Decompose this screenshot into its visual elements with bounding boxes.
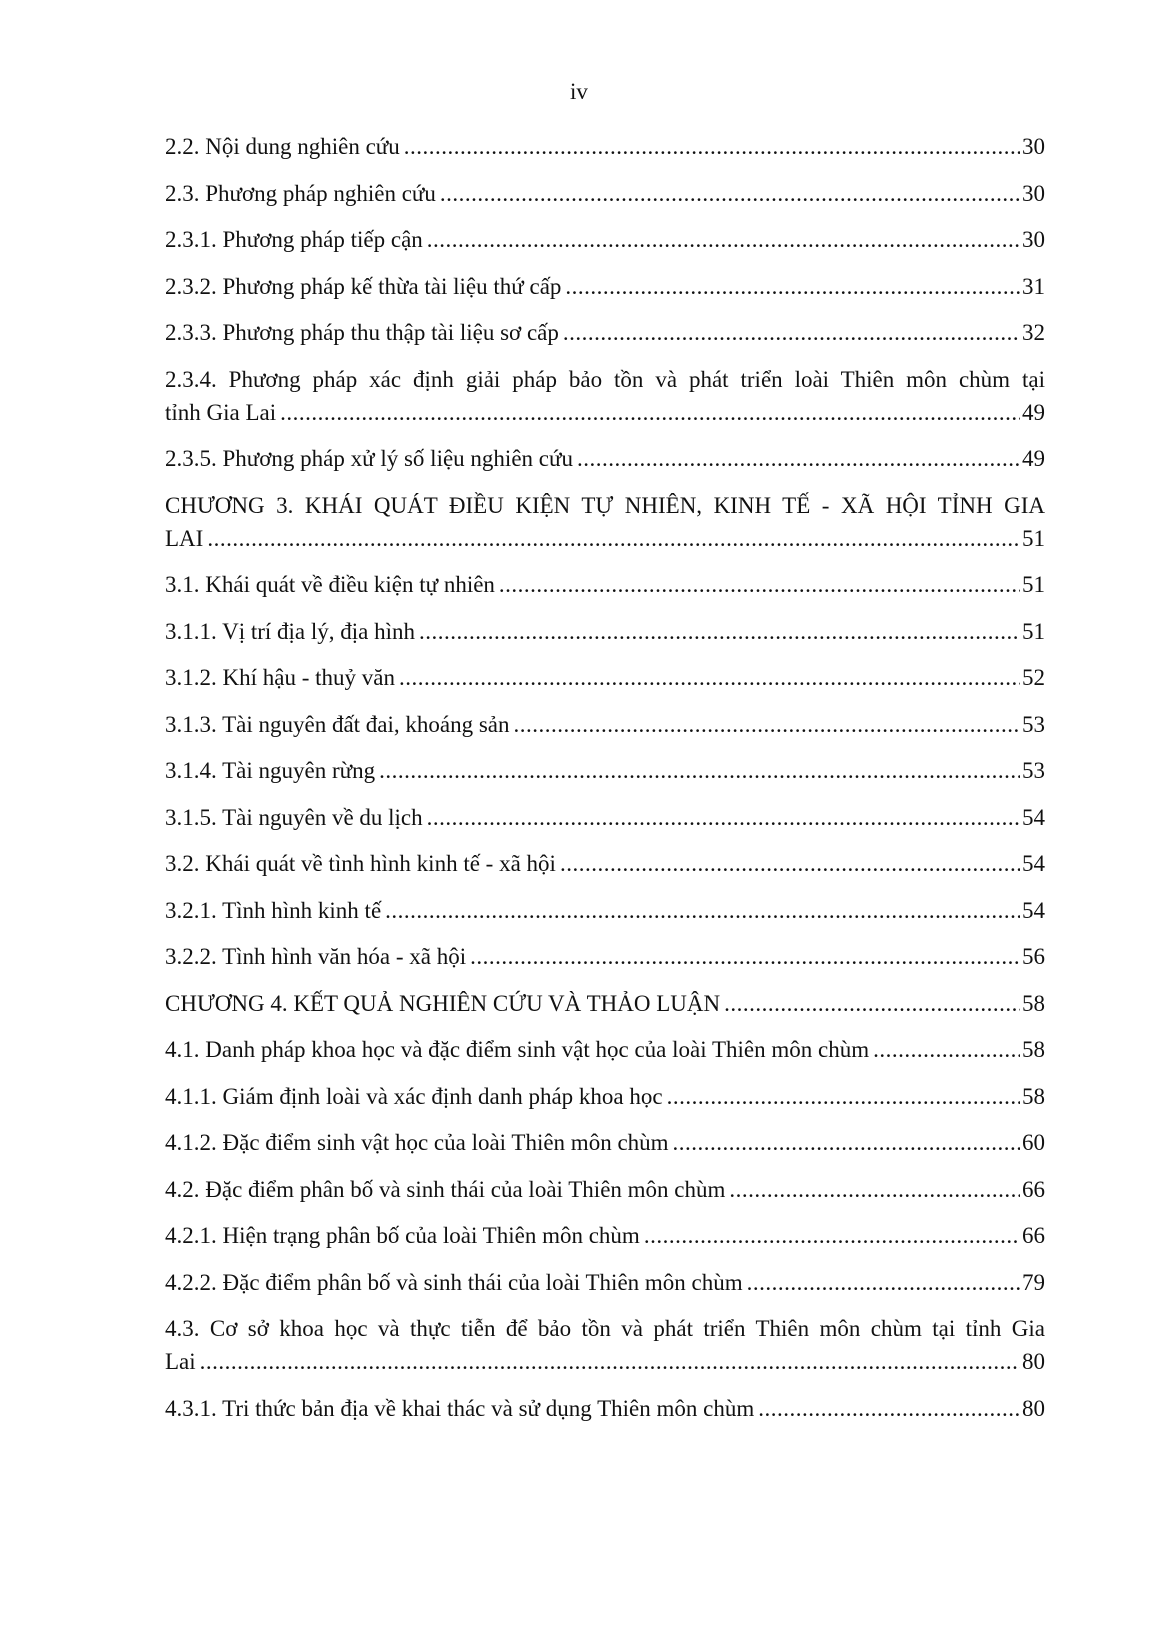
dot-leader: [470, 940, 1020, 973]
dot-leader: [427, 801, 1020, 834]
toc-entry-title: 2.3.3. Phương pháp thu thập tài liệu sơ cấp: [165, 320, 559, 345]
toc-entry-chapter-4[interactable]: [165, 987, 1045, 1020]
dot-leader: [667, 1080, 1020, 1113]
toc-entry-chapter-3[interactable]: [165, 489, 1045, 555]
toc-entry-title-line-1: CHƯƠNG 3. KHÁI QUÁT ĐIỀU KIỆN TỰ NHIÊN, KINH TẾ - XÃ HỘI TỈNH GIA: [165, 492, 1045, 518]
toc-entry-2-2[interactable]: [165, 130, 1045, 163]
toc-entry-3-1-2[interactable]: [165, 661, 1045, 694]
toc-page-number: 51: [1022, 618, 1045, 644]
toc-entry-title-line-2: LAI: [165, 525, 204, 551]
toc-page-number: 51: [1022, 572, 1045, 597]
toc-entry-4-1-2[interactable]: [165, 1126, 1045, 1159]
toc-entry-title: 2.2. Nội dung nghiên cứu: [165, 134, 400, 159]
toc-entry-4-2-2[interactable]: [165, 1266, 1045, 1299]
toc-page-number: 80: [1022, 1349, 1045, 1374]
toc-page-number: 51: [1022, 525, 1045, 551]
toc-entry-title: 2.3. Phương pháp nghiên cứu: [165, 180, 436, 206]
dot-leader: [724, 987, 1020, 1020]
toc-entry-3-2[interactable]: [165, 847, 1045, 880]
dot-leader: [747, 1266, 1020, 1299]
toc-entry-title: 3.1. Khái quát về điều kiện tự nhiên: [165, 572, 495, 597]
dot-leader: [560, 847, 1020, 880]
toc-entry-title-line-2: Lai: [165, 1349, 196, 1374]
toc-entry-title: 3.2. Khái quát về tình hình kinh tế - xã hội: [165, 851, 556, 876]
toc-page-number: 49: [1022, 399, 1045, 425]
dot-leader: [404, 130, 1020, 163]
toc-entry-title-line-1: 4.3. Cơ sở khoa học và thực tiễn để bảo tồn và phát triển Thiên môn chùm tại tỉnh Gia: [165, 1316, 1045, 1341]
toc-page-number: 54: [1022, 851, 1045, 876]
toc-entry-title: CHƯƠNG 4. KẾT QUẢ NGHIÊN CỨU VÀ THẢO LUẬN: [165, 990, 721, 1016]
dot-leader: [644, 1219, 1020, 1252]
toc-entry-2-3-2[interactable]: [165, 270, 1045, 303]
dot-leader: [385, 894, 1020, 927]
toc-page-number: 30: [1022, 227, 1045, 252]
toc-entry-title-line-1: 2.3.4. Phương pháp xác định giải pháp bảo tồn và phát triển loài Thiên môn chùm tại: [165, 366, 1045, 392]
dot-leader: [440, 177, 1020, 210]
toc-entry-3-2-2[interactable]: [165, 940, 1045, 973]
toc-entry-title: 4.1.2. Đặc điểm sinh vật học của loài Thiên môn chùm: [165, 1130, 669, 1155]
toc-entry-title: 4.2.2. Đặc điểm phân bố và sinh thái của loài Thiên môn chùm: [165, 1269, 743, 1295]
dot-leader: [565, 270, 1020, 303]
toc-entry-title-line-2: tỉnh Gia Lai: [165, 399, 277, 425]
toc-entry-3-1[interactable]: [165, 568, 1045, 601]
dot-leader: [673, 1126, 1020, 1159]
dot-leader: [280, 396, 1020, 429]
toc-entry-3-1-4[interactable]: [165, 754, 1045, 787]
dot-leader: [563, 316, 1020, 349]
toc-entry-title: 4.1. Danh pháp khoa học và đặc điểm sinh vật học của loài Thiên môn chùm: [165, 1037, 870, 1062]
toc-page-number: 54: [1022, 897, 1045, 923]
dot-leader: [514, 708, 1020, 741]
toc-page-number: 30: [1022, 180, 1045, 206]
toc-entry-4-2[interactable]: [165, 1173, 1045, 1206]
toc-entry-2-3[interactable]: [165, 177, 1045, 210]
toc-page-number: 66: [1022, 1176, 1045, 1202]
toc-entry-3-2-1[interactable]: [165, 894, 1045, 927]
toc-entry-3-1-5[interactable]: [165, 801, 1045, 834]
toc-entry-title: 4.2.1. Hiện trạng phân bố của loài Thiên môn chùm: [165, 1223, 640, 1248]
dot-leader: [399, 661, 1020, 694]
toc-page-number: 52: [1022, 665, 1045, 690]
toc-entry-3-1-1[interactable]: [165, 615, 1045, 648]
toc-entry-title: 3.1.1. Vị trí địa lý, địa hình: [165, 618, 416, 644]
toc-page-number: 53: [1022, 711, 1045, 737]
toc-entry-4-3-1[interactable]: [165, 1392, 1045, 1425]
toc-entry-title: 2.3.2. Phương pháp kế thừa tài liệu thứ cấp: [165, 273, 562, 299]
toc-entry-title: 2.3.1. Phương pháp tiếp cận: [165, 227, 423, 252]
dot-leader: [758, 1392, 1020, 1425]
toc-entry-4-1-1[interactable]: [165, 1080, 1045, 1113]
dot-leader: [207, 522, 1020, 555]
toc-entry-title: 3.1.5. Tài nguyên về du lịch: [165, 804, 423, 830]
dot-leader: [427, 223, 1020, 256]
toc-entry-2-3-3[interactable]: [165, 316, 1045, 349]
toc-entry-4-2-1[interactable]: [165, 1219, 1045, 1252]
dot-leader: [577, 442, 1020, 475]
page-number: iv: [570, 79, 588, 104]
dot-leader: [729, 1173, 1020, 1206]
toc-page-number: 53: [1022, 758, 1045, 783]
toc-entry-title: 2.3.5. Phương pháp xử lý số liệu nghiên cứu: [165, 446, 573, 471]
toc-page-number: 32: [1022, 320, 1045, 345]
toc-entry-title: 3.1.4. Tài nguyên rừng: [165, 758, 376, 783]
toc-page-number: 66: [1022, 1223, 1045, 1248]
toc-entry-4-3[interactable]: [165, 1312, 1045, 1378]
toc-entry-title: 3.2.1. Tình hình kinh tế: [165, 897, 382, 923]
dot-leader: [379, 754, 1020, 787]
toc-page-number: 49: [1022, 446, 1045, 471]
toc-page-number: 54: [1022, 804, 1045, 830]
toc-entry-2-3-4[interactable]: [165, 363, 1045, 429]
toc-entry-title: 3.1.2. Khí hậu - thuỷ văn: [165, 665, 395, 690]
toc-page-number: 80: [1022, 1395, 1045, 1421]
toc-entry-title: 3.1.3. Tài nguyên đất đai, khoáng sản: [165, 711, 510, 737]
toc-entry-2-3-1[interactable]: [165, 223, 1045, 256]
toc-page-number: 31: [1022, 273, 1045, 299]
toc-entry-3-1-3[interactable]: [165, 708, 1045, 741]
toc-page-number: 58: [1022, 1083, 1045, 1109]
toc-page-number: 58: [1022, 1037, 1045, 1062]
toc-entry-title: 4.1.1. Giám định loài và xác định danh pháp khoa học: [165, 1083, 663, 1109]
toc-entry-title: 4.2. Đặc điểm phân bố và sinh thái của loài Thiên môn chùm: [165, 1176, 726, 1202]
toc-entry-4-1[interactable]: [165, 1033, 1045, 1066]
dot-leader: [499, 568, 1020, 601]
toc-page-number: 60: [1022, 1130, 1045, 1155]
dot-leader: [419, 615, 1020, 648]
toc-entry-title: 4.3.1. Tri thức bản địa về khai thác và sử dụng Thiên môn chùm: [165, 1395, 755, 1421]
dot-leader: [200, 1345, 1020, 1378]
dot-leader: [873, 1033, 1020, 1066]
table-of-contents: [165, 130, 1045, 1438]
toc-page-number: 79: [1022, 1269, 1045, 1295]
toc-page-number: 30: [1022, 134, 1045, 159]
toc-page-number: 56: [1022, 944, 1045, 969]
toc-entry-2-3-5[interactable]: [165, 442, 1045, 475]
toc-entry-title: 3.2.2. Tình hình văn hóa - xã hội: [165, 944, 467, 969]
toc-page-number: 58: [1022, 990, 1045, 1016]
